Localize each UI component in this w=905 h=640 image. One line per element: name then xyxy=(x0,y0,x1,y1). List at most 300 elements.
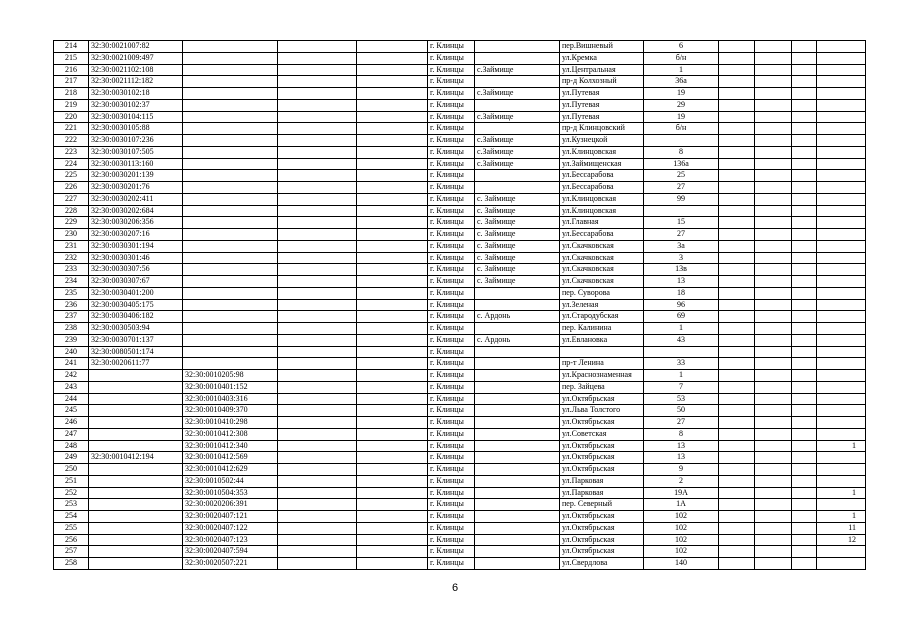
empty-col-4-cell xyxy=(278,111,357,123)
cadastral-number-cell: 32:30:0030206:356 xyxy=(89,217,183,229)
house-number-cell xyxy=(644,135,719,147)
city-cell: г. Клинцы xyxy=(428,464,475,476)
empty-col-11-cell xyxy=(755,381,792,393)
empty-col-10-cell xyxy=(719,240,755,252)
empty-col-10-cell xyxy=(719,88,755,100)
house-number-cell: 43 xyxy=(644,334,719,346)
city-cell: г. Клинцы xyxy=(428,405,475,417)
empty-col-4-cell xyxy=(278,229,357,241)
cadastral-number-2-cell: 32:30:0020206:391 xyxy=(183,499,278,511)
empty-col-12-cell xyxy=(792,146,817,158)
cadastral-number-cell: 32:30:0021007:82 xyxy=(89,41,183,53)
settlement-cell: с.Займище xyxy=(475,64,560,76)
count-cell xyxy=(817,135,866,147)
empty-col-11-cell xyxy=(755,182,792,194)
empty-col-11-cell xyxy=(755,64,792,76)
settlement-cell xyxy=(475,299,560,311)
empty-col-11-cell xyxy=(755,41,792,53)
empty-col-11-cell xyxy=(755,511,792,523)
count-cell xyxy=(817,405,866,417)
empty-col-12-cell xyxy=(792,381,817,393)
empty-col-12-cell xyxy=(792,522,817,534)
empty-col-4-cell xyxy=(278,287,357,299)
empty-col-12-cell xyxy=(792,464,817,476)
table-row xyxy=(54,522,866,534)
cadastral-number-2-cell xyxy=(183,182,278,194)
empty-col-12-cell xyxy=(792,264,817,276)
settlement-cell: с.Займище xyxy=(475,111,560,123)
cadastral-number-cell: 32:30:0021112:182 xyxy=(89,76,183,88)
empty-col-4-cell xyxy=(278,41,357,53)
settlement-cell xyxy=(475,123,560,135)
row-number-cell: 232 xyxy=(54,252,89,264)
row-number-cell: 228 xyxy=(54,205,89,217)
house-number-cell: 13 xyxy=(644,276,719,288)
empty-col-5-cell xyxy=(357,499,428,511)
table-row xyxy=(54,252,866,264)
empty-col-10-cell xyxy=(719,546,755,558)
empty-col-11-cell xyxy=(755,452,792,464)
empty-col-12-cell xyxy=(792,158,817,170)
count-cell xyxy=(817,182,866,194)
settlement-cell: с.Займище xyxy=(475,88,560,100)
settlement-cell xyxy=(475,182,560,194)
cadastral-number-2-cell xyxy=(183,123,278,135)
empty-col-4-cell xyxy=(278,499,357,511)
empty-col-10-cell xyxy=(719,123,755,135)
empty-col-12-cell xyxy=(792,64,817,76)
empty-col-4-cell xyxy=(278,334,357,346)
city-cell: г. Клинцы xyxy=(428,88,475,100)
house-number-cell: 25 xyxy=(644,170,719,182)
street-cell: ул.Стародубская xyxy=(560,311,644,323)
count-cell xyxy=(817,323,866,335)
cadastral-number-2-cell xyxy=(183,323,278,335)
house-number-cell: 136а xyxy=(644,158,719,170)
row-number-cell: 240 xyxy=(54,346,89,358)
street-cell: ул.Путевая xyxy=(560,88,644,100)
table-row xyxy=(54,264,866,276)
cadastral-number-2-cell: 32:30:0020407:122 xyxy=(183,522,278,534)
empty-col-4-cell xyxy=(278,393,357,405)
house-number-cell: 102 xyxy=(644,511,719,523)
cadastral-number-cell: 32:30:0030105:88 xyxy=(89,123,183,135)
empty-col-10-cell xyxy=(719,428,755,440)
cadastral-number-2-cell xyxy=(183,41,278,53)
house-number-cell: 15 xyxy=(644,217,719,229)
house-number-cell: б/н xyxy=(644,52,719,64)
house-number-cell: 1 xyxy=(644,323,719,335)
empty-col-11-cell xyxy=(755,52,792,64)
empty-col-11-cell xyxy=(755,135,792,147)
street-cell: ул.Октябрьская xyxy=(560,417,644,429)
empty-col-5-cell xyxy=(357,381,428,393)
cadastral-number-2-cell: 32:30:0010412:629 xyxy=(183,464,278,476)
count-cell xyxy=(817,381,866,393)
row-number-cell: 214 xyxy=(54,41,89,53)
cadastral-number-2-cell xyxy=(183,334,278,346)
empty-col-5-cell xyxy=(357,475,428,487)
street-cell: ул.Октябрьская xyxy=(560,452,644,464)
cadastral-number-2-cell: 32:30:0010504:353 xyxy=(183,487,278,499)
cadastral-number-2-cell xyxy=(183,287,278,299)
street-cell xyxy=(560,346,644,358)
cadastral-number-2-cell xyxy=(183,111,278,123)
settlement-cell: с.Займище xyxy=(475,135,560,147)
table-row xyxy=(54,123,866,135)
city-cell: г. Клинцы xyxy=(428,217,475,229)
table-row xyxy=(54,64,866,76)
empty-col-5-cell xyxy=(357,158,428,170)
house-number-cell: 102 xyxy=(644,534,719,546)
empty-col-11-cell xyxy=(755,546,792,558)
street-cell: ул.Бессарабова xyxy=(560,229,644,241)
empty-col-5-cell xyxy=(357,558,428,570)
street-cell: ул.Займищенская xyxy=(560,158,644,170)
city-cell: г. Клинцы xyxy=(428,558,475,570)
count-cell xyxy=(817,358,866,370)
empty-col-4-cell xyxy=(278,217,357,229)
empty-col-5-cell xyxy=(357,440,428,452)
empty-col-5-cell xyxy=(357,334,428,346)
city-cell: г. Клинцы xyxy=(428,205,475,217)
empty-col-5-cell xyxy=(357,229,428,241)
settlement-cell: с. Ардонь xyxy=(475,311,560,323)
city-cell: г. Клинцы xyxy=(428,76,475,88)
row-number-cell: 237 xyxy=(54,311,89,323)
settlement-cell xyxy=(475,522,560,534)
empty-col-11-cell xyxy=(755,111,792,123)
table-row xyxy=(54,417,866,429)
row-number-cell: 253 xyxy=(54,499,89,511)
cadastral-number-2-cell xyxy=(183,264,278,276)
house-number-cell: 69 xyxy=(644,311,719,323)
empty-col-4-cell xyxy=(278,99,357,111)
empty-col-12-cell xyxy=(792,452,817,464)
settlement-cell: с. Займище xyxy=(475,276,560,288)
empty-col-4-cell xyxy=(278,522,357,534)
city-cell: г. Клинцы xyxy=(428,511,475,523)
street-cell: пер. Суворова xyxy=(560,287,644,299)
empty-col-12-cell xyxy=(792,182,817,194)
city-cell: г. Клинцы xyxy=(428,287,475,299)
cadastral-number-cell: 32:30:0030307:67 xyxy=(89,276,183,288)
table-row xyxy=(54,534,866,546)
city-cell: г. Клинцы xyxy=(428,428,475,440)
empty-col-5-cell xyxy=(357,428,428,440)
house-number-cell: 18 xyxy=(644,287,719,299)
empty-col-12-cell xyxy=(792,135,817,147)
house-number-cell: 53 xyxy=(644,393,719,405)
count-cell xyxy=(817,558,866,570)
table-row xyxy=(54,323,866,335)
empty-col-4-cell xyxy=(278,146,357,158)
table-row xyxy=(54,346,866,358)
empty-col-4-cell xyxy=(278,252,357,264)
count-cell xyxy=(817,252,866,264)
city-cell: г. Клинцы xyxy=(428,252,475,264)
empty-col-12-cell xyxy=(792,417,817,429)
empty-col-4-cell xyxy=(278,405,357,417)
empty-col-10-cell xyxy=(719,499,755,511)
city-cell: г. Клинцы xyxy=(428,158,475,170)
empty-col-4-cell xyxy=(278,52,357,64)
empty-col-4-cell xyxy=(278,534,357,546)
count-cell xyxy=(817,76,866,88)
city-cell: г. Клинцы xyxy=(428,381,475,393)
count-cell xyxy=(817,334,866,346)
empty-col-11-cell xyxy=(755,464,792,476)
empty-col-12-cell xyxy=(792,358,817,370)
cadastral-number-2-cell xyxy=(183,358,278,370)
cadastral-number-2-cell: 32:30:0010401:152 xyxy=(183,381,278,393)
empty-col-10-cell xyxy=(719,534,755,546)
cadastral-number-2-cell: 32:30:0010502:44 xyxy=(183,475,278,487)
row-number-cell: 221 xyxy=(54,123,89,135)
count-cell xyxy=(817,264,866,276)
cadastral-number-2-cell: 32:30:0010409:370 xyxy=(183,405,278,417)
empty-col-11-cell xyxy=(755,299,792,311)
empty-col-10-cell xyxy=(719,323,755,335)
table-row xyxy=(54,99,866,111)
empty-col-5-cell xyxy=(357,170,428,182)
count-cell xyxy=(817,370,866,382)
settlement-cell: с. Займище xyxy=(475,252,560,264)
empty-col-10-cell xyxy=(719,487,755,499)
cadastral-number-cell: 32:30:0021009:497 xyxy=(89,52,183,64)
table-row xyxy=(54,511,866,523)
row-number-cell: 219 xyxy=(54,99,89,111)
count-cell xyxy=(817,52,866,64)
empty-col-4-cell xyxy=(278,511,357,523)
settlement-cell xyxy=(475,428,560,440)
cadastral-number-2-cell xyxy=(183,311,278,323)
count-cell xyxy=(817,88,866,100)
street-cell: пр-т Ленина xyxy=(560,358,644,370)
empty-col-4-cell xyxy=(278,546,357,558)
empty-col-5-cell xyxy=(357,240,428,252)
count-cell xyxy=(817,546,866,558)
count-cell xyxy=(817,417,866,429)
empty-col-10-cell xyxy=(719,381,755,393)
settlement-cell xyxy=(475,405,560,417)
street-cell: ул.Центральная xyxy=(560,64,644,76)
empty-col-10-cell xyxy=(719,217,755,229)
empty-col-4-cell xyxy=(278,464,357,476)
empty-col-4-cell xyxy=(278,346,357,358)
house-number-cell: 96 xyxy=(644,299,719,311)
count-cell xyxy=(817,311,866,323)
city-cell: г. Клинцы xyxy=(428,135,475,147)
empty-col-10-cell xyxy=(719,146,755,158)
cadastral-number-2-cell: 32:30:0010403:316 xyxy=(183,393,278,405)
cadastral-number-2-cell xyxy=(183,146,278,158)
city-cell: г. Клинцы xyxy=(428,99,475,111)
cadastral-number-2-cell xyxy=(183,99,278,111)
empty-col-12-cell xyxy=(792,487,817,499)
city-cell: г. Клинцы xyxy=(428,522,475,534)
table-row xyxy=(54,76,866,88)
empty-col-10-cell xyxy=(719,52,755,64)
city-cell: г. Клинцы xyxy=(428,111,475,123)
city-cell: г. Клинцы xyxy=(428,193,475,205)
settlement-cell xyxy=(475,464,560,476)
row-number-cell: 245 xyxy=(54,405,89,417)
house-number-cell: 1А xyxy=(644,499,719,511)
cadastral-number-2-cell xyxy=(183,205,278,217)
house-number-cell: 19 xyxy=(644,111,719,123)
empty-col-10-cell xyxy=(719,475,755,487)
count-cell xyxy=(817,146,866,158)
settlement-cell xyxy=(475,358,560,370)
settlement-cell: с. Займище xyxy=(475,264,560,276)
cadastral-number-2-cell xyxy=(183,229,278,241)
row-number-cell: 229 xyxy=(54,217,89,229)
count-cell xyxy=(817,299,866,311)
cadastral-number-cell: 32:30:0030301:194 xyxy=(89,240,183,252)
street-cell: ул.Парковая xyxy=(560,487,644,499)
empty-col-11-cell xyxy=(755,193,792,205)
empty-col-5-cell xyxy=(357,217,428,229)
cadastral-number-cell xyxy=(89,487,183,499)
count-cell xyxy=(817,464,866,476)
cadastral-number-cell xyxy=(89,381,183,393)
empty-col-5-cell xyxy=(357,534,428,546)
empty-col-11-cell xyxy=(755,428,792,440)
empty-col-10-cell xyxy=(719,135,755,147)
count-cell xyxy=(817,346,866,358)
cadastral-number-cell: 32:30:0030104:115 xyxy=(89,111,183,123)
table-row xyxy=(54,358,866,370)
empty-col-11-cell xyxy=(755,417,792,429)
cadastral-number-2-cell: 32:30:0020407:123 xyxy=(183,534,278,546)
empty-col-10-cell xyxy=(719,193,755,205)
cadastral-number-cell xyxy=(89,428,183,440)
empty-col-5-cell xyxy=(357,76,428,88)
cadastral-number-cell xyxy=(89,464,183,476)
cadastral-number-cell xyxy=(89,475,183,487)
cadastral-number-cell xyxy=(89,393,183,405)
table-row xyxy=(54,182,866,194)
empty-col-4-cell xyxy=(278,64,357,76)
empty-col-5-cell xyxy=(357,193,428,205)
city-cell: г. Клинцы xyxy=(428,346,475,358)
city-cell: г. Клинцы xyxy=(428,323,475,335)
empty-col-10-cell xyxy=(719,111,755,123)
table-row xyxy=(54,464,866,476)
cadastral-number-cell xyxy=(89,546,183,558)
count-cell: 1 xyxy=(817,487,866,499)
empty-col-4-cell xyxy=(278,323,357,335)
cadastral-number-cell xyxy=(89,534,183,546)
empty-col-4-cell xyxy=(278,135,357,147)
row-number-cell: 254 xyxy=(54,511,89,523)
city-cell: г. Клинцы xyxy=(428,393,475,405)
settlement-cell xyxy=(475,440,560,452)
street-cell: ул.Октябрьская xyxy=(560,534,644,546)
house-number-cell: 102 xyxy=(644,522,719,534)
settlement-cell xyxy=(475,99,560,111)
row-number-cell: 230 xyxy=(54,229,89,241)
empty-col-10-cell xyxy=(719,229,755,241)
cadastral-number-cell: 32:30:0020611:77 xyxy=(89,358,183,370)
empty-col-4-cell xyxy=(278,452,357,464)
cadastral-number-cell xyxy=(89,440,183,452)
table-row xyxy=(54,205,866,217)
settlement-cell xyxy=(475,558,560,570)
street-cell: ул.Клинцовская xyxy=(560,146,644,158)
row-number-cell: 224 xyxy=(54,158,89,170)
city-cell: г. Клинцы xyxy=(428,452,475,464)
count-cell: 1 xyxy=(817,440,866,452)
page-number: 6 xyxy=(451,582,459,594)
empty-col-4-cell xyxy=(278,440,357,452)
settlement-cell xyxy=(475,76,560,88)
empty-col-12-cell xyxy=(792,440,817,452)
cadastral-number-cell: 32:30:0030401:200 xyxy=(89,287,183,299)
house-number-cell: 140 xyxy=(644,558,719,570)
empty-col-12-cell xyxy=(792,99,817,111)
empty-col-11-cell xyxy=(755,440,792,452)
empty-col-11-cell xyxy=(755,534,792,546)
empty-col-12-cell xyxy=(792,428,817,440)
row-number-cell: 239 xyxy=(54,334,89,346)
street-cell: ул.Кузнецкой xyxy=(560,135,644,147)
empty-col-5-cell xyxy=(357,52,428,64)
settlement-cell: с.Займище xyxy=(475,146,560,158)
empty-col-11-cell xyxy=(755,205,792,217)
settlement-cell: с. Займище xyxy=(475,240,560,252)
settlement-cell xyxy=(475,534,560,546)
house-number-cell: 27 xyxy=(644,417,719,429)
row-number-cell: 223 xyxy=(54,146,89,158)
table-row xyxy=(54,287,866,299)
empty-col-4-cell xyxy=(278,158,357,170)
empty-col-12-cell xyxy=(792,229,817,241)
table-row xyxy=(54,276,866,288)
cadastral-number-cell xyxy=(89,522,183,534)
row-number-cell: 233 xyxy=(54,264,89,276)
city-cell: г. Клинцы xyxy=(428,276,475,288)
table-row xyxy=(54,487,866,499)
empty-col-12-cell xyxy=(792,370,817,382)
empty-col-12-cell xyxy=(792,276,817,288)
empty-col-4-cell xyxy=(278,370,357,382)
row-number-cell: 241 xyxy=(54,358,89,370)
cadastral-number-2-cell xyxy=(183,88,278,100)
empty-col-10-cell xyxy=(719,252,755,264)
street-cell: ул.Октябрьская xyxy=(560,522,644,534)
cadastral-number-2-cell: 32:30:0010412:340 xyxy=(183,440,278,452)
empty-col-10-cell xyxy=(719,299,755,311)
empty-col-4-cell xyxy=(278,88,357,100)
settlement-cell xyxy=(475,52,560,64)
table-row xyxy=(54,428,866,440)
cadastral-number-cell xyxy=(89,405,183,417)
empty-col-5-cell xyxy=(357,358,428,370)
city-cell: г. Клинцы xyxy=(428,534,475,546)
street-cell: пр-д Колхозный xyxy=(560,76,644,88)
empty-col-5-cell xyxy=(357,323,428,335)
house-number-cell: 13в xyxy=(644,264,719,276)
row-number-cell: 247 xyxy=(54,428,89,440)
empty-col-5-cell xyxy=(357,299,428,311)
settlement-cell xyxy=(475,511,560,523)
empty-col-10-cell xyxy=(719,358,755,370)
house-number-cell: б/н xyxy=(644,123,719,135)
empty-col-10-cell xyxy=(719,158,755,170)
empty-col-12-cell xyxy=(792,76,817,88)
